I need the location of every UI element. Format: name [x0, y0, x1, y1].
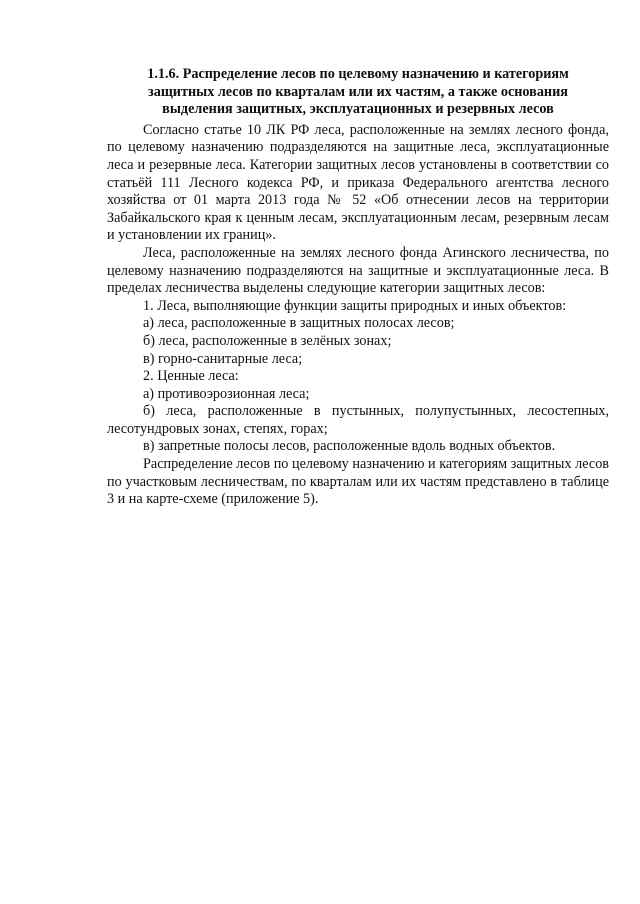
heading-line: защитных лесов по кварталам или их частям, а также основания	[148, 83, 568, 100]
category-item: б) леса, расположенные в зелёных зонах;	[143, 332, 392, 349]
heading-line: выделения защитных, эксплуатационных и резервных лесов	[162, 101, 554, 118]
category-item: б) леса, расположенные в пустынных, полупустынных, лесостепных, лесотундровых зонах, степях, горах;	[107, 403, 609, 437]
section-heading	[107, 66, 609, 119]
category-item: в) запретные полосы лесов, расположенные вдоль водных объектов.	[143, 438, 556, 455]
document-content	[107, 66, 609, 509]
category-item: а) противоэрозионная леса;	[143, 385, 310, 402]
paragraph-aginsky-forestry: Леса, расположенные на землях лесного фонда Агинского лесничества, по целевому назначению подразделяются на защитные и эксплуатационные леса. В пределах лесничества выделены следующие категории защитных лесов:	[107, 244, 609, 297]
heading-line: 1.1.6. Распределение лесов по целевому назначению и категориям	[147, 66, 569, 82]
category-item: а) леса, расположенные в защитных полосах лесов;	[143, 315, 455, 332]
category-heading-protection: 1. Леса, выполняющие функции защиты природных и иных объектов:	[143, 297, 567, 314]
category-item: в) горно-санитарные леса;	[143, 350, 303, 367]
category-heading-valuable: 2. Ценные леса:	[143, 368, 239, 385]
paragraph-forest-law: Согласно статье 10 ЛК РФ леса, расположенные на землях лесного фонда, по целевому назначению подразделяются на защитные леса, эксплуатационные леса и резервные леса. Категории защитных лесов установлены в соответствии со статьёй 111 Лесного кодекса РФ, и приказа Федерального агентства лесного хозяйства от 01 марта 2013 года № 52 «Об отнесении лесов на территории Забайкальского края к ценным лесам, эксплуатационным лесам, резервным лесам и установлении их границ».	[107, 121, 609, 244]
paragraph-distribution: Распределение лесов по целевому назначению и категориям защитных лесов по участковым лесничествам, по кварталам или их частям представлено в таблице 3 и на карте-схеме (приложение 5).	[107, 456, 609, 508]
